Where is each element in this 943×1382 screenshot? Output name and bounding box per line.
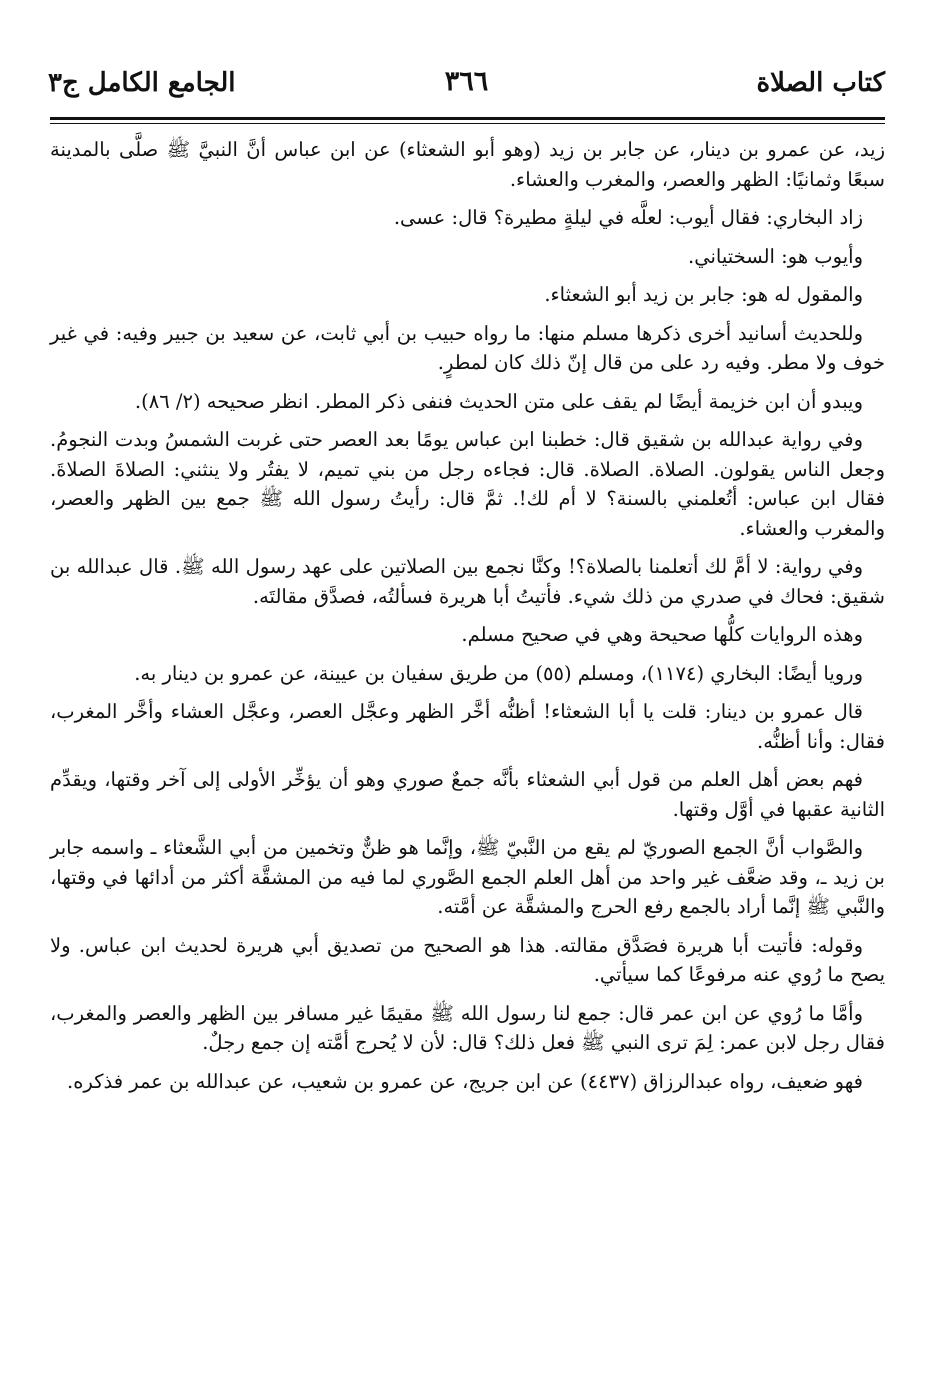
paragraph: ورويا أيضًا: البخاري (١١٧٤)، ومسلم (٥٥) من طريق سفيان بن عيينة، عن عمرو بن دينار به. — [134, 661, 863, 685]
paragraph: وفي رواية: لا أمَّ لك أتعلمنا بالصلاة؟! وكنَّا نجمع بين الصلاتين على عهد رسول الله ﷺ. قال عبدالله بن شقيق: فحاك في صدري من ذلك شيء. فأتيتُ أبا هريرة فسألتُه، فصدَّق مقالتَه. — [50, 555, 885, 608]
header-rule-thick — [50, 117, 885, 120]
paragraph: قال عمرو بن دينار: قلت يا أبا الشعثاء! أظنُّه أخَّر الظهر وعجَّل العصر، وعجَّل العشاء وأخَّر المغرب، فقال: وأنا أظنُّه. — [50, 700, 885, 753]
header-book-title: الجامع الكامل ج٣ — [48, 68, 236, 98]
paragraph: وأيوب هو: السختياني. — [688, 244, 863, 268]
paragraph: وأمَّا ما رُوي عن ابن عمر قال: جمع لنا رسول الله ﷺ مقيمًا غير مسافر بين الظهر والعصر والمغرب، فقال رجل لابن عمر: لِمَ ترى النبي ﷺ فعل ذلك؟ قال: لأن لا يُحرج أمَّته إن جمع رجلٌ. — [50, 1001, 885, 1054]
paragraph: وقوله: فأتيت أبا هريرة فصَدَّق مقالته. هذا هو الصحيح من تصديق أبي هريرة لحديث ابن عباس. ولا يصح ما رُوي عنه مرفوعًا كما سيأتي. — [50, 933, 885, 986]
paragraph: ويبدو أن ابن خزيمة أيضًا لم يقف على متن الحديث فنفى ذكر المطر. انظر صحيحه (٢/ ٨٦). — [134, 389, 863, 413]
paragraph: وهذه الروايات كلُّها صحيحة وهي في صحيح مسلم. — [461, 623, 863, 646]
page-body — [50, 135, 885, 1105]
page-number: ٣٦٦ — [444, 66, 489, 97]
paragraph: فهو ضعيف، رواه عبدالرزاق (٤٤٣٧) عن ابن جريج، عن عمرو بن شعيب، عن عبدالله بن عمر فذكره. — [67, 1069, 863, 1093]
paragraph: والمقول له هو: جابر بن زيد أبو الشعثاء. — [544, 283, 863, 306]
header-section-title: كتاب الصلاة — [756, 68, 885, 98]
page-header — [48, 62, 885, 106]
paragraph: والصَّواب أنَّ الجمع الصوريّ لم يقع من النَّبيّ ﷺ، وإنَّما هو ظنٌّ وتخمين من أبي الشَّعثاء ـ واسمه جابر بن زيد ـ، وقد ضعَّف غير واحد من أهل العلم الجمع الصَّوري لما فيه من المشقَّة أكثر من أدائها في وقتها، والنَّبي ﷺ إنَّما أراد بالجمع رفع الحرج والمشقَّة عن أمَّته. — [50, 836, 885, 918]
paragraph: زاد البخاري: فقال أيوب: لعلَّه في ليلةٍ مطيرة؟ قال: عسى. — [393, 206, 863, 229]
paragraph: وفي رواية عبدالله بن شقيق قال: خطبنا ابن عباس يومًا بعد العصر حتى غربت الشمسُ وبدت النجومُ. وجعل الناس يقولون. الصلاة. الصلاة. قال: فجاءه رجل من بني تميم، لا يفتُر ولا ينثني: الصلاةَ الصلاةَ. فقال ابن عباس: أتُعلمني بالسنة؟ لا أم لك!. ثمَّ قال: رأيتُ رسول الله ﷺ جمع بين الظهر والعصر، والمغرب والعشاء. — [50, 428, 885, 540]
paragraph: فهم بعض أهل العلم من قول أبي الشعثاء بأنَّه جمعٌ صوري وهو أن يؤخِّر الأولى إلى آخر وقتها، ويقدِّم الثانية عقبها في أوَّل وقتها. — [50, 768, 885, 821]
header-rule-thin — [50, 123, 885, 124]
paragraph: زيد، عن عمرو بن دينار، عن جابر بن زيد (وهو أبو الشعثاء) عن ابن عباس أنَّ النبيَّ ﷺ صلَّى بالمدينة سبعًا وثمانيًا: الظهر والعصر، والمغرب والعشاء. — [50, 138, 885, 191]
paragraph: وللحديث أسانيد أخرى ذكرها مسلم منها: ما رواه حبيب بن أبي ثابت، عن سعيد بن جبير وفيه: في غير خوف ولا مطر. وفيه رد على من قال إنّ ذلك كان لمطرٍ. — [50, 321, 885, 374]
